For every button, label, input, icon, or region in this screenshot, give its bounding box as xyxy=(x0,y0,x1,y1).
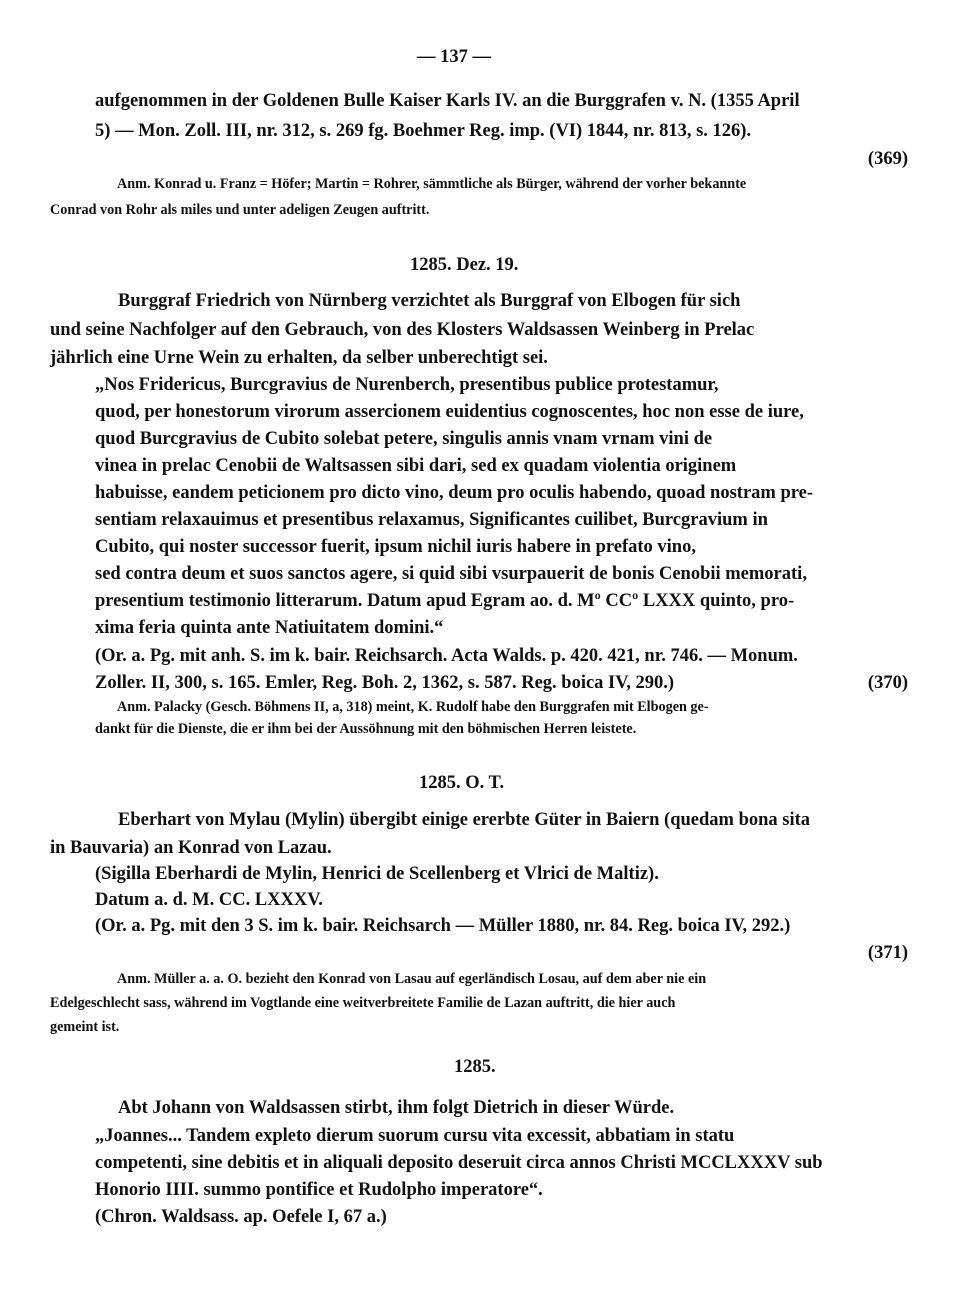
summary-line: und seine Nachfolger auf den Gebrauch, von des Klosters Waldsassen Weinberg in Prelac xyxy=(50,320,755,340)
quote-line: quod, per honestorum virorum assercionem euidentius cognoscentes, hoc non esse de iure, xyxy=(95,402,804,422)
note-line: Anm. Müller a. a. O. bezieht den Konrad von Lasau auf egerländisch Losau, auf dem aber nie ein xyxy=(117,971,707,987)
page-number: — 137 — xyxy=(417,47,491,67)
quote-line: „Joannes... Tandem expleto dierum suorum cursu vita excessit, abbatiam in statu xyxy=(95,1126,735,1146)
note-line: Conrad von Rohr als miles und unter adeligen Zeugen auftritt. xyxy=(50,202,430,218)
text-line: Datum a. d. M. CC. LXXXV. xyxy=(95,890,323,910)
quote-line: „Nos Fridericus, Burcgravius de Nurenberch, presentibus publice protestamur, xyxy=(95,375,719,395)
quote-line: sentiam relaxauimus et presentibus relaxamus, Significantes cuilibet, Burcgravium in xyxy=(95,510,768,530)
note-line: Anm. Palacky (Gesch. Böhmens II, a, 318) meint, K. Rudolf habe den Burggrafen mit Elbogen ge- xyxy=(117,699,709,715)
quote-line: vinea in prelac Cenobii de Waltsassen sibi dari, sed ex quadam violentia originem xyxy=(95,456,737,476)
summary-line: in Bauvaria) an Konrad von Lazau. xyxy=(50,838,332,858)
quote-line: sed contra deum et suos sanctos agere, si quid sibi vsurpauerit de bonis Cenobii memorati, xyxy=(95,564,807,584)
text-line: 5) — Mon. Zoll. III, nr. 312, s. 269 fg. Boehmer Reg. imp. (VI) 1844, nr. 813, s. 126). xyxy=(95,121,752,141)
quote-line: habuisse, eandem peticionem pro dicto vino, deum pro oculis habendo, quoad nostram pre- xyxy=(95,483,813,503)
quote-line: presentium testimonio litterarum. Datum apud Egram ao. d. Mº CCº LXXX quinto, pro- xyxy=(95,591,795,611)
entry-heading: 1285. xyxy=(454,1057,496,1077)
summary-line: jährlich eine Urne Wein zu erhalten, da selber unberechtigt sei. xyxy=(50,348,548,368)
note-line: Anm. Konrad u. Franz = Höfer; Martin = Rohrer, sämmtliche als Bürger, während der vorher bekannte xyxy=(117,176,747,192)
summary-line: Abt Johann von Waldsassen stirbt, ihm folgt Dietrich in dieser Würde. xyxy=(118,1098,675,1118)
entry-heading: 1285. O. T. xyxy=(419,773,505,793)
source-line: (Or. a. Pg. mit anh. S. im k. bair. Reichsarch. Acta Walds. p. 420. 421, nr. 746. — Monum. xyxy=(95,646,798,666)
text-line: (Or. a. Pg. mit den 3 S. im k. bair. Reichsarch — Müller 1880, nr. 84. Reg. boica IV, 292.) xyxy=(95,916,791,936)
quote-line: xima feria quinta ante Natiuitatem domini.“ xyxy=(95,618,444,638)
note-line: gemeint ist. xyxy=(50,1019,120,1035)
source-line: (Chron. Waldsass. ap. Oefele I, 67 a.) xyxy=(95,1207,387,1227)
summary-line: Eberhart von Mylau (Mylin) übergibt einige ererbte Güter in Baiern (quedam bona sita xyxy=(118,810,811,830)
note-line: Edelgeschlecht sass, während im Vogtlande eine weitverbreitete Familie de Lazan auftritt, die hier auch xyxy=(50,995,676,1011)
note-line: dankt für die Dienste, die er ihm bei der Aussöhnung mit den böhmischen Herren leistete. xyxy=(95,721,637,737)
source-line: Zoller. II, 300, s. 165. Emler, Reg. Boh. 2, 1362, s. 587. Reg. boica IV, 290.) xyxy=(95,673,675,693)
summary-line: Burggraf Friedrich von Nürnberg verzichtet als Burggraf von Elbogen für sich xyxy=(118,291,741,311)
entry-number: (371) xyxy=(867,943,908,963)
entry-number: (370) xyxy=(867,673,908,693)
quote-line: competenti, sine debitis et in aliquali deposito deseruit circa annos Christi MCCLXXXV sub xyxy=(95,1153,823,1173)
quote-line: Cubito, qui noster successor fuerit, ipsum nichil iuris habere in prefato vino, xyxy=(95,537,696,557)
entry-heading: 1285. Dez. 19. xyxy=(410,255,519,275)
text-line: (Sigilla Eberhardi de Mylin, Henrici de Scellenberg et Vlrici de Maltiz). xyxy=(95,864,659,884)
quote-line: quod Burcgravius de Cubito solebat petere, singulis annis vnam vrnam vini de xyxy=(95,429,713,449)
quote-line: Honorio IIII. summo pontifice et Rudolpho imperatore“. xyxy=(95,1180,543,1200)
text-line: aufgenommen in der Goldenen Bulle Kaiser Karls IV. an die Burggrafen v. N. (1355 April xyxy=(95,91,800,111)
entry-number: (369) xyxy=(867,149,908,169)
